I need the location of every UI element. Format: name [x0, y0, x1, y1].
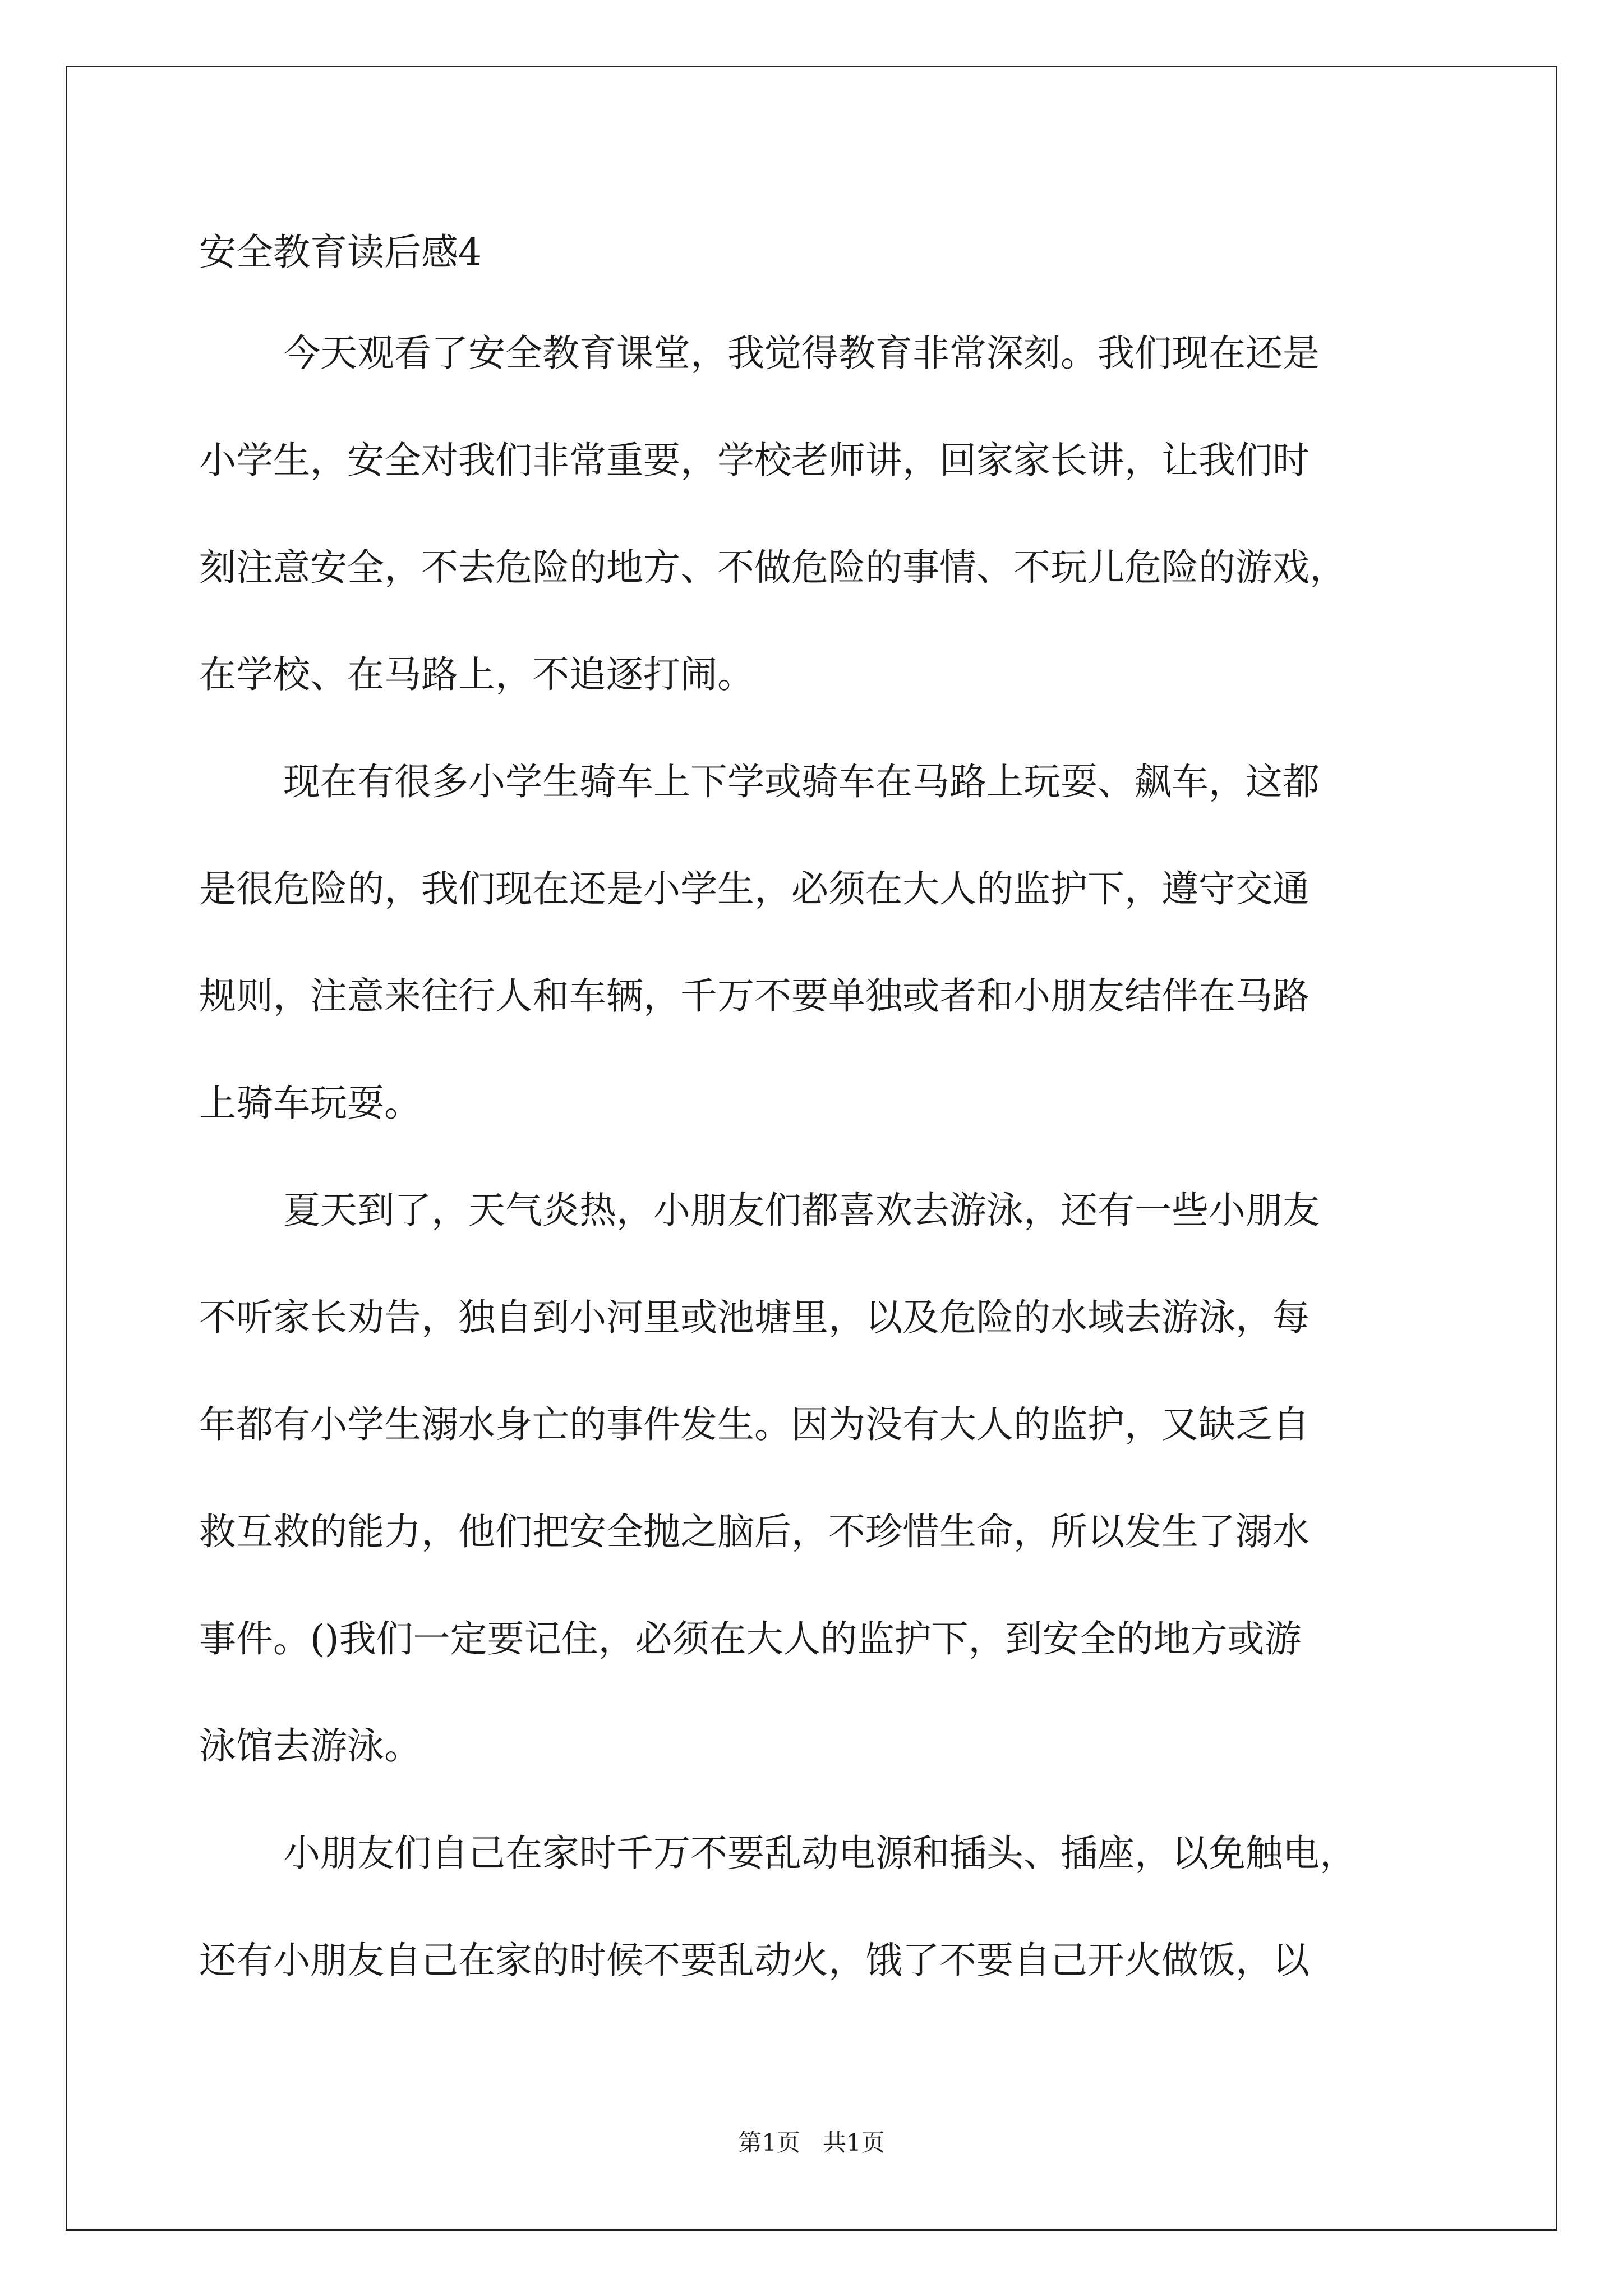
text-line: 小学生，安全对我们非常重要，学校老师讲，回家家长讲，让我们时 — [199, 439, 1310, 482]
text-line: 今天观看了安全教育课堂，我觉得教育非常深刻。我们现在还是 — [283, 332, 1320, 375]
text-line: 事件。()我们一定要记住，必须在大人的监护下，到安全的地方或游 — [199, 1617, 1302, 1660]
text-line: 现在有很多小学生骑车上下学或骑车在马路上玩耍、飙车，这都 — [283, 760, 1320, 803]
document-body — [199, 326, 1427, 2041]
text-line: 小朋友们自己在家时千万不要乱动电源和插头、插座，以免触电， — [283, 1832, 1357, 1875]
text-line: 在学校、在马路上，不追逐打闹。 — [199, 653, 754, 696]
text-line: 还有小朋友自己在家的时候不要乱动火，饿了不要自己开火做饭，以 — [199, 1939, 1310, 1982]
text-line: 泳馆去游泳。 — [199, 1724, 421, 1768]
document-title: 安全教育读后感4 — [199, 231, 482, 274]
text-line: 救互救的能力，他们把安全抛之脑后，不珍惜生命，所以发生了溺水 — [199, 1510, 1310, 1553]
page-footer: 第1页 共1页 — [738, 2129, 885, 2156]
text-line: 不听家长劝告，独自到小河里或池塘里，以及危险的水域去游泳，每 — [199, 1296, 1310, 1339]
text-line: 刻注意安全，不去危险的地方、不做危险的事情、不玩儿危险的游戏， — [199, 546, 1347, 589]
text-line: 年都有小学生溺水身亡的事件发生。因为没有大人的监护，又缺乏自 — [199, 1403, 1310, 1446]
text-line: 夏天到了，天气炎热，小朋友们都喜欢去游泳，还有一些小朋友 — [283, 1189, 1320, 1232]
text-line: 是很危险的，我们现在还是小学生，必须在大人的监护下，遵守交通 — [199, 867, 1310, 910]
text-line: 上骑车玩耍。 — [199, 1082, 421, 1125]
text-line: 规则，注意来往行人和车辆，千万不要单独或者和小朋友结伴在马路 — [199, 974, 1310, 1018]
